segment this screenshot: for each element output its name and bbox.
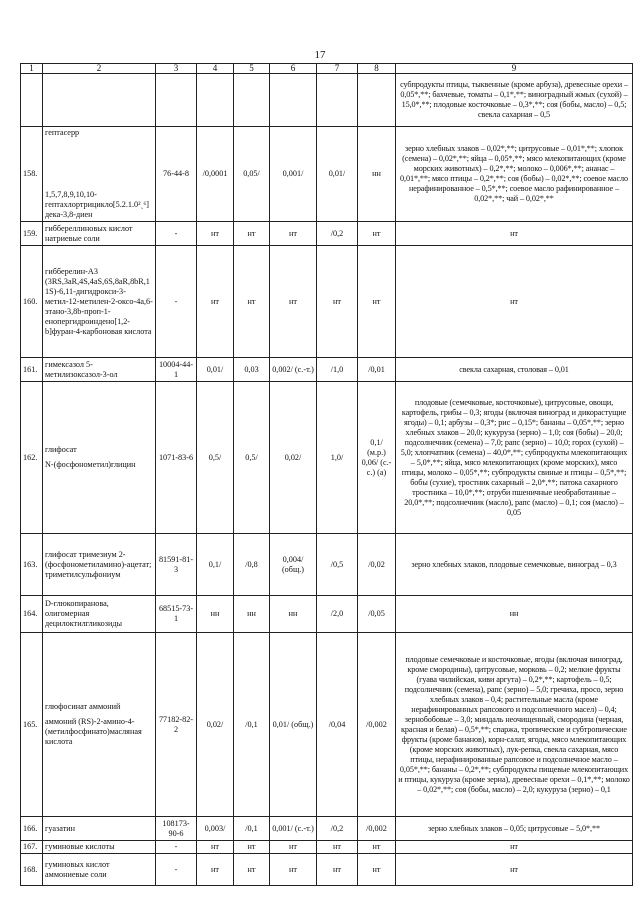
value-col8: нт <box>358 854 396 886</box>
col-header-2: 2 <box>43 64 156 74</box>
table-row <box>21 817 633 841</box>
row-number: 167. <box>21 841 43 854</box>
col-header-7: 7 <box>317 64 358 74</box>
value-col8: 0,1/ (м.р.) 0,06/ (с.-с.) (а) <box>358 382 396 534</box>
value-col4: /0,0001 <box>197 127 234 222</box>
food-limits: плодовые семечковые и косточковые, ягоды (включая виноград, кроме смородины), цитрусовые, морковь – 0,2; мелкие фрукты (гуава чилийская, киви аргута) – 0,2*,**; картофель – 0,5; подсолнечник (семена), рапс (зерно) – 5,0; гречиха, просо, зерно хлебных злаков – 0,4; растительные масла (кроме нерафинированных рапсового и подсолнечного масел) – 0,4; зернобобовые – 3,0; миндаль неочищенный, смородина (черная, красная и белая) – 0,5*,**; спаржа, тропические и субтропические фрукты (кроме бананов), корн-салат, ягоды, мясо млекопитающих (кроме морских животных), лук-репка, свекла сахарная, мясо птицы, нерафинированные рапсовое и подсолнечное масло – 0,05*,**; бананы – 0,2*,**; субпродукты пищевые млекопитающих и птицы, кукуруза (кроме зерна), древесные орехи – 0,1*,**; молоко – 0,02*,**; соя (бобы, масло) – 2,0; кукуруза (зерно) – 0,1 <box>396 633 633 817</box>
value-col6: 0,001/ (с.-т.) <box>270 817 317 841</box>
substance-name: гуминовых кислот аммониевые соли <box>43 854 156 886</box>
food-limits: нт <box>396 841 633 854</box>
column-header-row <box>21 64 633 74</box>
value-col6: 0,002/ (с.-т.) <box>270 358 317 382</box>
value-col7: нт <box>317 246 358 358</box>
substance-name <box>43 127 156 222</box>
value-col7: нт <box>317 841 358 854</box>
value-col5: /0,8 <box>234 534 270 596</box>
cas-number: 81591-81-3 <box>156 534 197 596</box>
row-number: 161. <box>21 358 43 382</box>
value-col6: 0,01/ (общ.) <box>270 633 317 817</box>
value-col8: /0,02 <box>358 534 396 596</box>
substance-name <box>43 74 156 127</box>
value-col5: нн <box>234 596 270 633</box>
value-col8: /0,01 <box>358 358 396 382</box>
row-number: 158. <box>21 127 43 222</box>
substance-name: D-глюкопиранова, олигомерная децилоктилгликозиды <box>43 596 156 633</box>
value-col6: 0,004/ (общ.) <box>270 534 317 596</box>
table-row <box>21 596 633 633</box>
value-col5: /0,1 <box>234 817 270 841</box>
value-col6: 0,001/ <box>270 127 317 222</box>
value-col7: /0,5 <box>317 534 358 596</box>
value-col4: нт <box>197 246 234 358</box>
row-number: 162. <box>21 382 43 534</box>
value-col6: 0,02/ <box>270 382 317 534</box>
table-row <box>21 633 633 817</box>
value-col7: /0,04 <box>317 633 358 817</box>
substance-name-line: гептасерр <box>45 128 80 137</box>
value-col5: нт <box>234 222 270 246</box>
cas-number: - <box>156 246 197 358</box>
value-col6: нт <box>270 246 317 358</box>
cas-number: - <box>156 854 197 886</box>
row-number <box>21 74 43 127</box>
substance-name-line: глифосат <box>45 445 77 454</box>
value-col5: нт <box>234 854 270 886</box>
food-limits: нт <box>396 246 633 358</box>
value-col4: нт <box>197 841 234 854</box>
value-col6 <box>270 74 317 127</box>
value-col6: нт <box>270 222 317 246</box>
substance-name-line: глюфосинат аммоний <box>45 702 121 711</box>
page-number: 17 <box>314 49 326 61</box>
row-number: 160. <box>21 246 43 358</box>
table-row <box>21 246 633 358</box>
food-limits: нт <box>396 222 633 246</box>
value-col5: /0,1 <box>234 633 270 817</box>
value-col8: /0,05 <box>358 596 396 633</box>
value-col4: 0,5/ <box>197 382 234 534</box>
value-col4: нн <box>197 596 234 633</box>
value-col4: 0,02/ <box>197 633 234 817</box>
food-limits: нт <box>396 854 633 886</box>
table-row <box>21 382 633 534</box>
value-col8 <box>358 74 396 127</box>
value-col8: /0,002 <box>358 633 396 817</box>
row-number: 165. <box>21 633 43 817</box>
cas-number: 1071-83-6 <box>156 382 197 534</box>
col-header-8: 8 <box>358 64 396 74</box>
table-row <box>21 74 633 127</box>
value-col7: нт <box>317 854 358 886</box>
value-col6: нт <box>270 854 317 886</box>
value-col6: нн <box>270 596 317 633</box>
substance-name-line: 1,5,7,8,9,10,10-гептахлортрицикло[5.2.1.0²ˏ⁶]дека-3,8-диен <box>45 190 149 219</box>
food-limits: зерно хлебных злаков, плодовые семечковые, виноград – 0,3 <box>396 534 633 596</box>
col-header-6: 6 <box>270 64 317 74</box>
cas-number: 68515-73-1 <box>156 596 197 633</box>
substance-name: гибберелин-А3 (3RS,3aR,4S,4aS,6S,8aR,8bR,11S)-6,11-дигидрокси-3-метил-12-метилен-2-оксо-4a,6-этано-3,8b-проп-1-енопергидроиндено[1,2-b]фуран-4-карбоновая кислота <box>43 246 156 358</box>
food-limits: нн <box>396 596 633 633</box>
food-limits: свекла сахарная, столовая – 0,01 <box>396 358 633 382</box>
value-col5: 0,05/ <box>234 127 270 222</box>
substance-name: гуминовые кислоты <box>43 841 156 854</box>
value-col7: /0,2 <box>317 222 358 246</box>
cas-number: 76-44-8 <box>156 127 197 222</box>
table-row <box>21 534 633 596</box>
col-header-5: 5 <box>234 64 270 74</box>
table-row <box>21 841 633 854</box>
col-header-1: 1 <box>21 64 43 74</box>
substance-name <box>43 382 156 534</box>
value-col4: 0,01/ <box>197 358 234 382</box>
value-col5: нт <box>234 841 270 854</box>
substance-name-line: аммоний (RS)-2-амино-4-(метилфосфинато)масляная кислота <box>45 717 142 746</box>
cas-number <box>156 74 197 127</box>
value-col4 <box>197 74 234 127</box>
row-number: 163. <box>21 534 43 596</box>
value-col7 <box>317 74 358 127</box>
value-col4: 0,1/ <box>197 534 234 596</box>
cas-number: 77182-82-2 <box>156 633 197 817</box>
residue-limits-table <box>20 63 633 886</box>
value-col4: 0,003/ <box>197 817 234 841</box>
table-row <box>21 854 633 886</box>
value-col8: нн <box>358 127 396 222</box>
value-col5 <box>234 74 270 127</box>
table-row <box>21 358 633 382</box>
row-number: 166. <box>21 817 43 841</box>
col-header-3: 3 <box>156 64 197 74</box>
food-limits: зерно хлебных злаков – 0,02*,**; цитрусовые – 0,01*,**; хлопок (семена) – 0,02*,**; яйца – 0,05*,**; мясо млекопитающих (кроме морских животных) – 0,2*,**; молоко – 0,006*,**; ананас – 0,01*,**; мясо птицы – 0,2*,**; соя (бобы) – 0,02*,**; соевое масло нерафинированное – 0,5*,**; соевое масло рафинированное – 0,02*,**; чай – 0,02*,** <box>396 127 633 222</box>
value-col7: 0,01/ <box>317 127 358 222</box>
value-col6: нт <box>270 841 317 854</box>
value-col8: /0,002 <box>358 817 396 841</box>
substance-name <box>43 633 156 817</box>
food-limits: плодовые (семечковые, косточковые), цитрусовые, овощи, картофель, грибы – 0,3; ягоды (включая виноград и дикорастущие ягоды) – 0,1; арбузы – 0,3*; рис – 0,15*; бананы – 0,05*,**; зерно хлебных злаков – 20,0; кукуруза (зерно) – 1,0; соя (бобы) – 20,0; подсолнечник (семена) – 7,0; рапс (зерно) – 10,0; горох (сухой) – 5,0; хлопчатник (семена) – 40,0*,**; субпродукты млекопитающих – 5,0*,**; яйца, мясо млекопитающих (кроме морских), мясо птицы, молоко – 0,05*,**; субпродукты свиные и птицы – 0,5*,**; бобы (сухие), тростник сахарный – 2,0*,**; патока сахарного тростника – 10,0*,**; отруби пшеничные необработанные – 20,0*,**; подсолнечник (масло), рапс (масло) – 0,1; соя (масло) – 0,05 <box>396 382 633 534</box>
value-col7: /0,2 <box>317 817 358 841</box>
value-col7: /1,0 <box>317 358 358 382</box>
value-col5: 0,5/ <box>234 382 270 534</box>
row-number: 159. <box>21 222 43 246</box>
food-limits: зерно хлебных злаков – 0,05; цитрусовые – 5,0*,** <box>396 817 633 841</box>
value-col5: 0,03 <box>234 358 270 382</box>
substance-name: гимексазол 5-метилизоксазол-3-ол <box>43 358 156 382</box>
value-col7: 1,0/ <box>317 382 358 534</box>
row-number: 164. <box>21 596 43 633</box>
value-col7: /2,0 <box>317 596 358 633</box>
value-col4: нт <box>197 222 234 246</box>
row-number: 168. <box>21 854 43 886</box>
value-col8: нт <box>358 222 396 246</box>
cas-number: 108173-90-6 <box>156 817 197 841</box>
substance-name: гуазатин <box>43 817 156 841</box>
col-header-4: 4 <box>197 64 234 74</box>
cas-number: - <box>156 222 197 246</box>
substance-name: глифосат тримезиум 2-(фосфонометиламино)-ацетат; триметилсульфониум <box>43 534 156 596</box>
cas-number: - <box>156 841 197 854</box>
col-header-9: 9 <box>396 64 633 74</box>
substance-name-line: N-(фосфонометил)глицин <box>45 460 136 469</box>
name-gap <box>45 138 153 190</box>
value-col8: нт <box>358 841 396 854</box>
food-limits: субпродукты птицы, тыквенные (кроме арбуза), древесные орехи – 0,05*,**; бахчевые, томаты – 0,1*,**; виноградный жмых (сухой) – 15,0*,**; плодовые косточковые – 0,3*,**; соя (бобы, масло) – 0,5; свекла сахарная – 0,5 <box>396 74 633 127</box>
cas-number: 10004-44-1 <box>156 358 197 382</box>
table-row <box>21 222 633 246</box>
value-col4: нт <box>197 854 234 886</box>
table-row <box>21 127 633 222</box>
value-col5: нт <box>234 246 270 358</box>
value-col8: нт <box>358 246 396 358</box>
substance-name: гиббереллиновых кислот натриевые соли <box>43 222 156 246</box>
